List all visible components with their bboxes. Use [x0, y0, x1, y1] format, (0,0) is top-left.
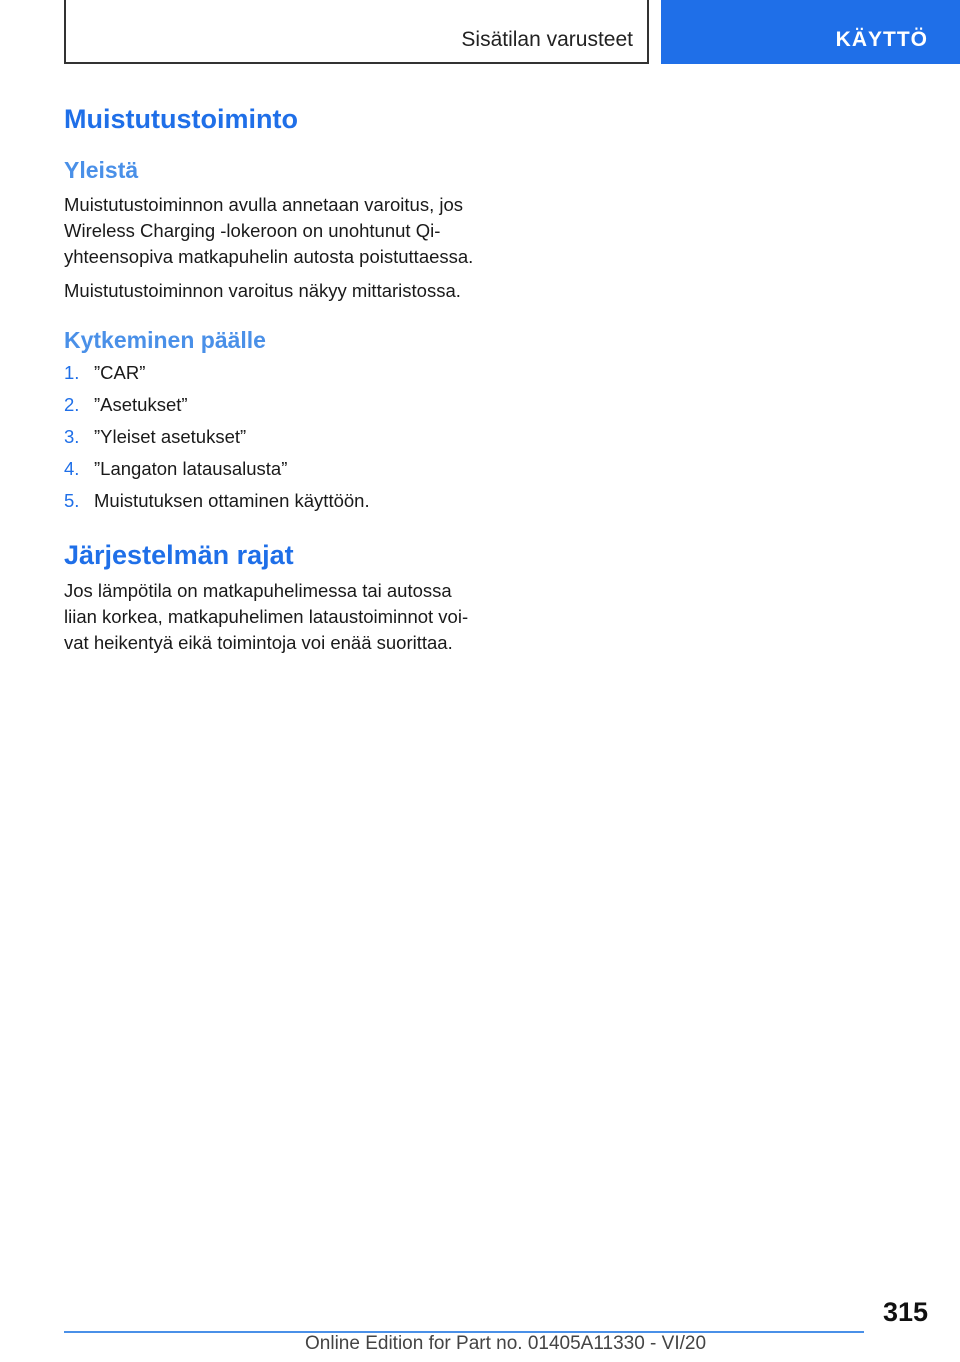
general-heading: Yleistä [64, 157, 139, 183]
step-number: 2. [64, 394, 80, 415]
list-item [64, 424, 484, 450]
header-section-box [64, 0, 649, 64]
section-title: Sisätilan varusteet [461, 28, 633, 51]
edition-note: Online Edition for Part no. 01405A11330 - VI/20 [305, 1333, 707, 1354]
step-text: ”CAR” [94, 362, 146, 383]
list-item [64, 392, 484, 418]
list-item [64, 456, 484, 482]
step-text: ”Langaton latausalusta” [94, 458, 288, 479]
page-number: 315 [882, 1297, 928, 1327]
main-content [64, 100, 484, 656]
activation-heading: Kytkeminen päälle [64, 327, 266, 353]
list-item [64, 360, 484, 386]
limits-heading: Järjestelmän rajat [64, 540, 294, 570]
step-text: Muistutuksen ottaminen käyttöön. [94, 490, 370, 511]
step-number: 4. [64, 458, 80, 479]
activation-steps [64, 360, 484, 514]
list-item [64, 488, 484, 514]
step-number: 1. [64, 362, 80, 383]
general-paragraph-2: Muistutustoiminnon varoitus näkyy mittaristossa. [64, 280, 461, 301]
page-title: Muistutustoiminto [64, 104, 298, 134]
step-text: ”Yleiset asetukset” [94, 426, 247, 447]
step-number: 5. [64, 490, 80, 511]
step-text: ”Asetukset” [94, 394, 188, 415]
limits-paragraph: Jos lämpötila on matkapuhelimessa tai autossa liian korkea, matkapuhelimen lataustoiminnot voivat heikentyä eikä toimintoja voi enää suorittaa. [64, 580, 469, 653]
step-number: 3. [64, 426, 80, 447]
chapter-tab[interactable]: KÄYTTÖ [661, 0, 960, 64]
general-paragraph-1: Muistutustoiminnon avulla annetaan varoitus, jos Wireless Charging ‑lokeroon on unohtunut Qi-yhteensopiva matkapuhelin autosta poistuttaessa. [64, 194, 474, 267]
